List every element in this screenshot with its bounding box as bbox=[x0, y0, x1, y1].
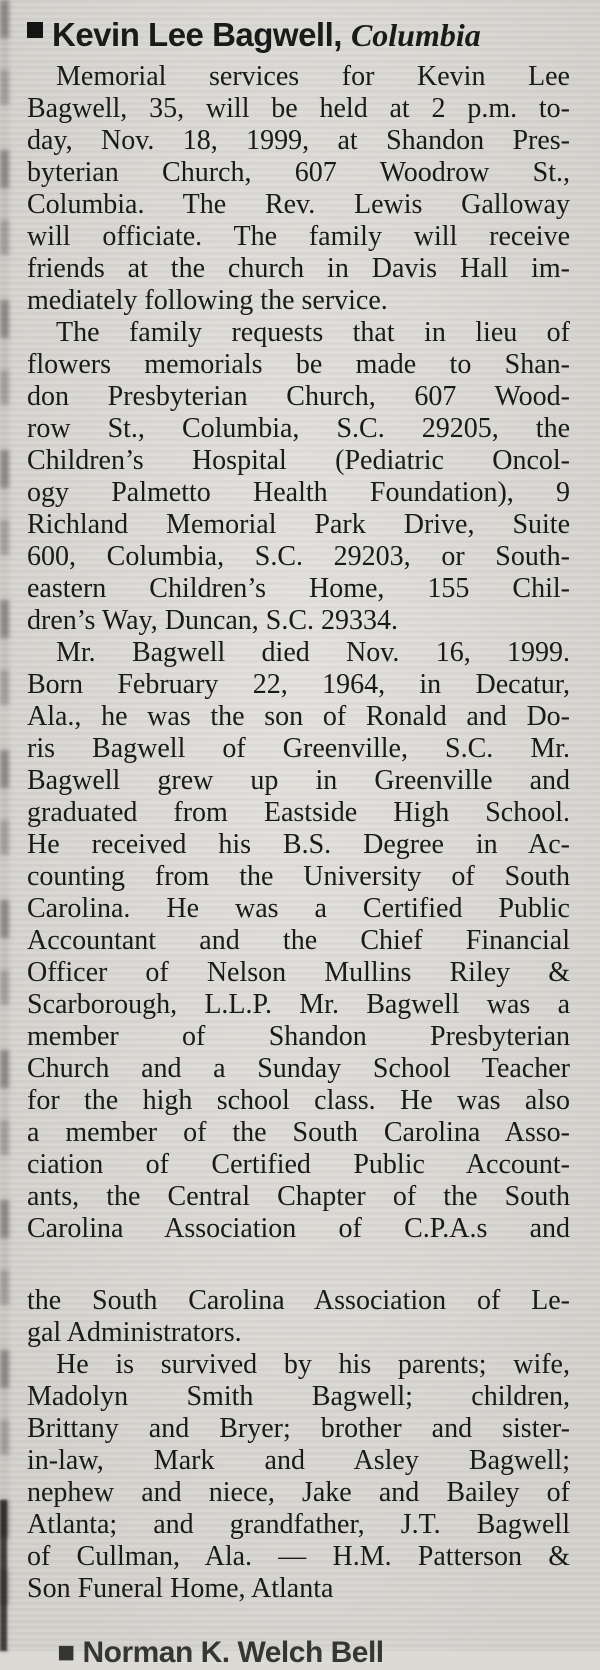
paragraph bbox=[27, 1349, 570, 1605]
text-line: day, Nov. 18, 1999, at Shandon Pres- bbox=[27, 125, 570, 156]
text-line: of Cullman, Ala. — H.M. Patterson & bbox=[27, 1541, 570, 1572]
text-line: friends at the church in Davis Hall im- bbox=[27, 253, 570, 284]
text-line: 600, Columbia, S.C. 29203, or South- bbox=[27, 541, 570, 572]
text-line: The family requests that in lieu of bbox=[56, 317, 570, 348]
text-line: counting from the University of South bbox=[27, 861, 570, 892]
text-line: Carolina. He was a Certified Public bbox=[27, 893, 570, 924]
text-line: Brittany and Bryer; brother and sister- bbox=[27, 1413, 570, 1444]
paragraph bbox=[27, 637, 570, 1245]
text-line: ogy Palmetto Health Foundation), 9 bbox=[27, 477, 570, 508]
text-line: member of Shandon Presbyterian bbox=[27, 1021, 570, 1052]
next-entry-heading-text: ■ Norman K. Welch Bell bbox=[57, 1636, 384, 1669]
text-line: graduated from Eastside High School. bbox=[27, 797, 570, 828]
text-line: don Presbyterian Church, 607 Wood- bbox=[27, 381, 570, 412]
obituary-body-text bbox=[27, 61, 570, 1605]
text-line: Richland Memorial Park Drive, Suite bbox=[27, 509, 570, 540]
text-line: Church and a Sunday School Teacher bbox=[27, 1053, 570, 1084]
paragraph bbox=[27, 61, 570, 317]
bullet-square-icon bbox=[27, 22, 43, 38]
next-entry-heading-clipped bbox=[57, 1636, 570, 1669]
text-line: in-law, Mark and Asley Bagwell; bbox=[27, 1445, 570, 1476]
paragraph bbox=[27, 317, 570, 637]
column-break-gap bbox=[27, 1245, 570, 1285]
text-line: ris Bagwell of Greenville, S.C. Mr. bbox=[27, 733, 570, 764]
text-line: Ala., he was the son of Ronald and Do- bbox=[27, 701, 570, 732]
text-line: Bagwell grew up in Greenville and bbox=[27, 765, 570, 796]
text-line: dren’s Way, Duncan, S.C. 29334. bbox=[27, 605, 399, 636]
text-line: for the high school class. He was also bbox=[27, 1085, 570, 1116]
text-line: Officer of Nelson Mullins Riley & bbox=[27, 957, 570, 988]
text-line: byterian Church, 607 Woodrow St., bbox=[27, 157, 570, 188]
text-line: eastern Children’s Home, 155 Chil- bbox=[27, 573, 570, 604]
text-line: He is survived by his parents; wife, bbox=[56, 1349, 570, 1380]
text-line: Madolyn Smith Bagwell; children, bbox=[27, 1381, 570, 1412]
deceased-name: Kevin Lee Bagwell, bbox=[52, 16, 342, 53]
text-line: row St., Columbia, S.C. 29205, the bbox=[27, 413, 570, 444]
text-line: Memorial services for Kevin Lee bbox=[56, 61, 570, 92]
text-line: a member of the South Carolina Asso- bbox=[27, 1117, 570, 1148]
text-line: Carolina Association of C.P.A.s and bbox=[27, 1213, 570, 1244]
text-line: the South Carolina Association of Le- bbox=[27, 1285, 570, 1316]
text-line: flowers memorials be made to Shan- bbox=[27, 349, 570, 380]
text-line: Scarborough, L.L.P. Mr. Bagwell was a bbox=[27, 989, 570, 1020]
obituary-headline bbox=[27, 16, 570, 54]
text-line: Children’s Hospital (Pediatric Oncol- bbox=[27, 445, 570, 476]
deceased-location: Columbia bbox=[350, 17, 481, 53]
text-line: Columbia. The Rev. Lewis Galloway bbox=[27, 189, 570, 220]
text-line: Atlanta; and grandfather, J.T. Bagwell bbox=[27, 1509, 570, 1540]
text-line: nephew and niece, Jake and Bailey of bbox=[27, 1477, 570, 1508]
text-line: Mr. Bagwell died Nov. 16, 1999. bbox=[56, 637, 570, 668]
text-line: ants, the Central Chapter of the South bbox=[27, 1181, 570, 1212]
text-line: Accountant and the Chief Financial bbox=[27, 925, 570, 956]
text-line: gal Administrators. bbox=[27, 1317, 242, 1348]
paragraph bbox=[27, 1285, 570, 1349]
text-line: Bagwell, 35, will be held at 2 p.m. to- bbox=[27, 93, 570, 124]
text-line: Son Funeral Home, Atlanta bbox=[27, 1573, 334, 1604]
text-line: He received his B.S. Degree in Ac- bbox=[27, 829, 570, 860]
text-line: will officiate. The family will receive bbox=[27, 221, 570, 252]
text-line: mediately following the service. bbox=[27, 285, 388, 316]
text-line: ciation of Certified Public Account- bbox=[27, 1149, 570, 1180]
text-line: Born February 22, 1964, in Decatur, bbox=[27, 669, 570, 700]
